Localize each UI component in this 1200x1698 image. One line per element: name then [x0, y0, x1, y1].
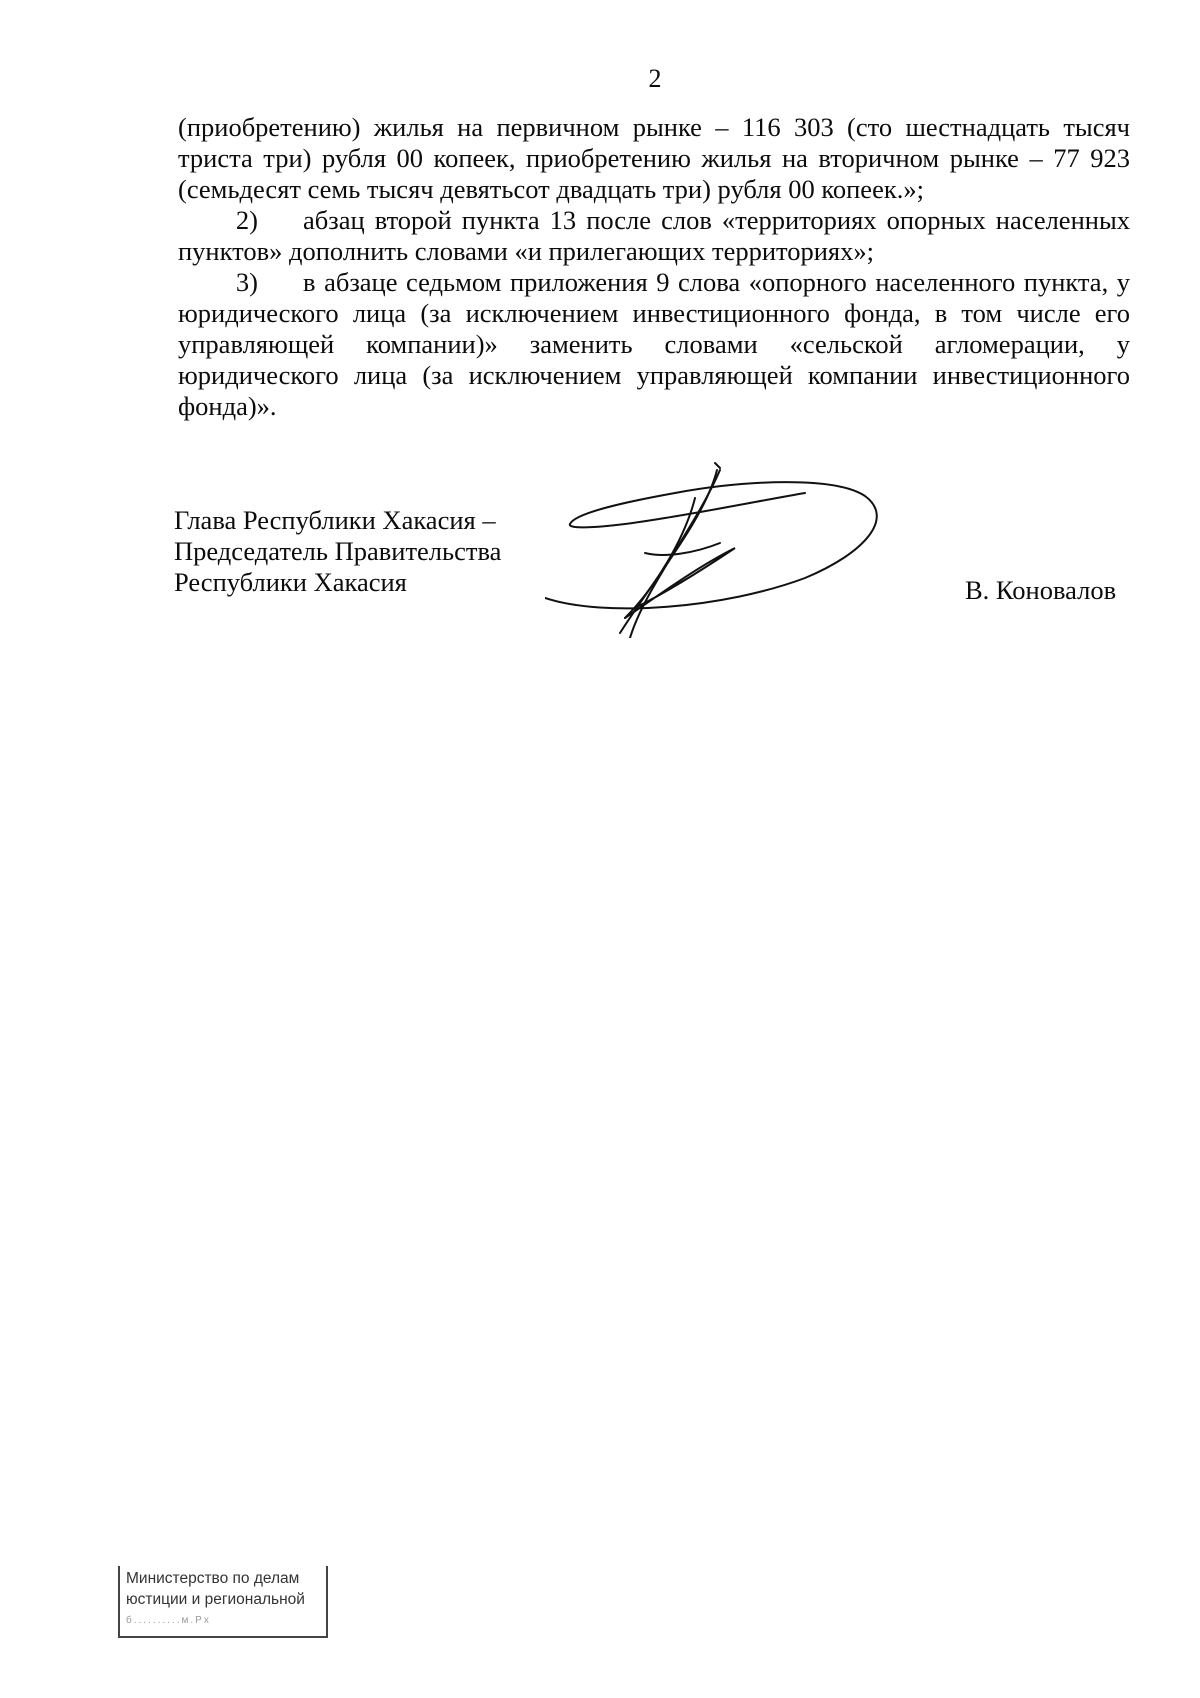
registration-stamp [118, 1566, 328, 1638]
list-item-text: абзац второй пункта 13 после слов «территориях опорных населенных пунктов» дополнить словами «и прилегающих территориях»; [178, 205, 1130, 266]
signature-title-block [174, 505, 501, 598]
stamp-line: Министерство по делам [126, 1570, 300, 1587]
body-text [178, 112, 1130, 422]
paragraph-continuation: (приобретению) жилья на первичном рынке – 116 303 (сто шестнадцать тысяч триста три) рубля 00 копеек, приобретению жилья на вторичном рынке – 77 923 (семьдесят семь тысяч девятьсот двадцать три) рубля 00 копеек.»; [178, 112, 1130, 204]
stamp-line: б..........м.Рх [126, 1615, 211, 1626]
signer-title-line: Председатель Правительства [174, 536, 502, 566]
page-number: 2 [648, 64, 662, 93]
list-item-2 [178, 205, 1130, 267]
signer-title-line: Республики Хакасия [174, 567, 407, 597]
list-item-number: 3) [235, 267, 258, 297]
handwritten-signature [545, 458, 915, 638]
list-item-number: 2) [235, 205, 258, 235]
list-item-3 [178, 267, 1130, 422]
signer-name: В. Коновалов [965, 575, 1117, 605]
list-item-text: в абзаце седьмом приложения 9 слова «опорного населенного пункта, у юридического лица (за исключением инвестиционного фонда, в том числе его управляющей компании)» заменить словами «сельской агломерации, у юридического лица (за исключением управляющей компании инвестиционного фонда)». [178, 267, 1130, 421]
signer-title-line: Глава Республики Хакасия – [174, 505, 496, 535]
stamp-line: юстиции и региональной [126, 1591, 305, 1608]
